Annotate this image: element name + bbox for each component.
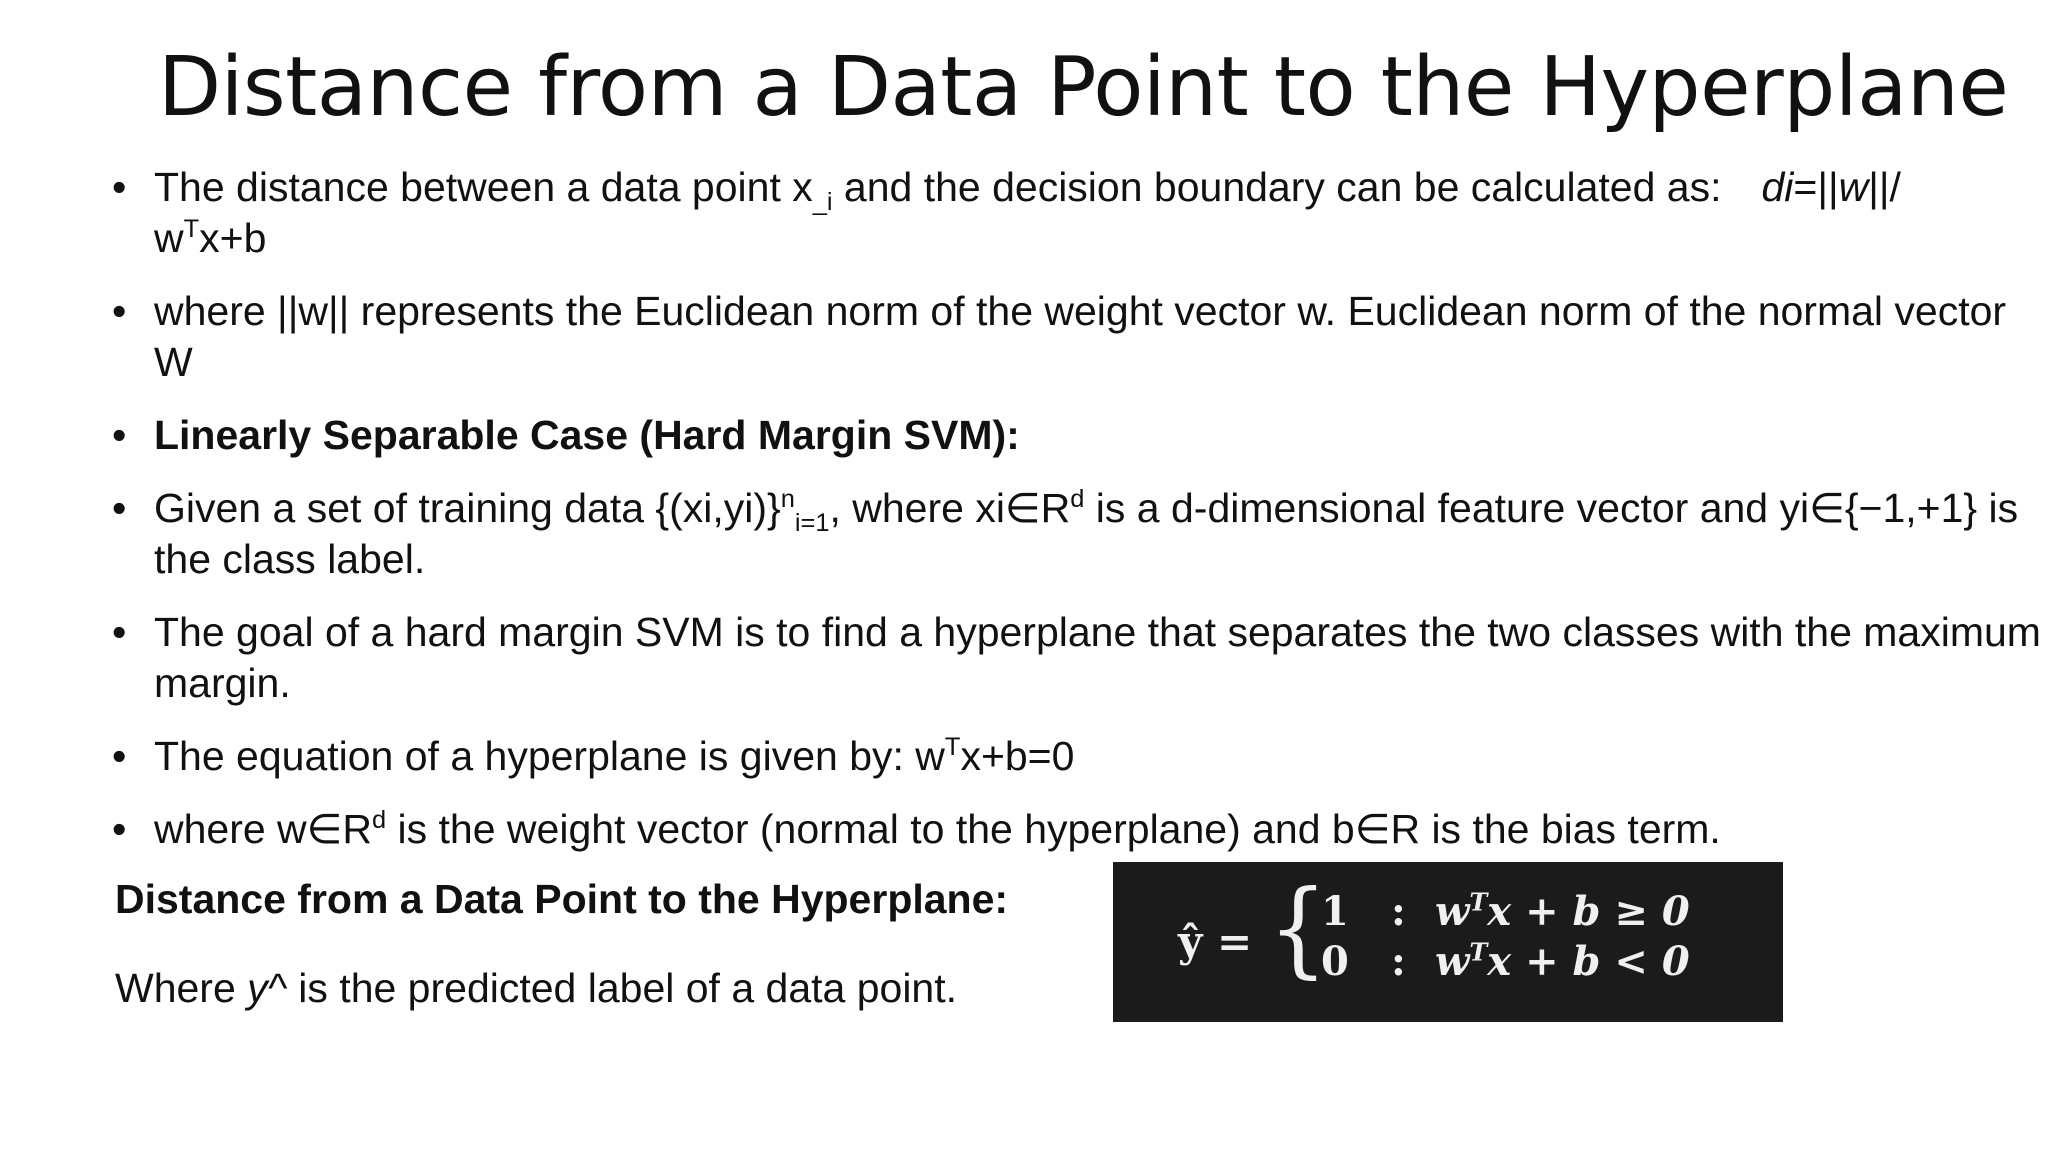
bullet-goal: • The goal of a hard margin SVM is to find a hyperplane that separates the two classes with the maximum margin.	[112, 609, 2041, 706]
bullet-dot: •	[112, 164, 127, 210]
bullet-euclidean-norm: • where ||w|| represents the Euclidean norm of the weight vector w. Euclidean norm of the normal vector W	[112, 288, 2007, 385]
bullet-dot: •	[112, 733, 127, 779]
bullet-dot: •	[112, 806, 127, 852]
bullet-list	[112, 162, 2042, 877]
formula-brace: {	[1268, 867, 1328, 989]
bullet-dot: •	[112, 288, 127, 334]
bullet-dot: •	[112, 485, 127, 531]
bullet-dot: •	[112, 412, 127, 458]
prediction-formula-image	[1113, 862, 1783, 1022]
bullet-hard-margin-heading: • Linearly Separable Case (Hard Margin SVM):	[112, 410, 2042, 461]
prediction-note: Where y^ is the predicted label of a data point.	[115, 965, 958, 1011]
bullet-distance-definition: • The distance between a data point $x_{\_i}$ and the decision boundary can be calculated as: di=||w||/ $w^Tx+b$	[112, 164, 1901, 261]
formula-case-negative: 0 : $w^Tx + b < 0$	[1321, 937, 1690, 985]
distance-formula-di: di	[1761, 164, 1794, 210]
slide-title: Distance from a Data Point to the Hyperplane	[158, 40, 2009, 135]
formula-case-positive: 1 : $w^Tx + b \ge 0$	[1321, 887, 1690, 935]
bullet-hyperplane-equation: • The equation of a hyperplane is given by: $w^Tx+b=0$	[112, 731, 2042, 782]
bullet-dot: •	[112, 609, 127, 655]
formula-lhs: ŷ =	[1178, 917, 1253, 966]
distance-subheading: Distance from a Data Point to the Hyperplane:	[115, 876, 1009, 922]
bullet-weight-vector: • where $w\in R^d$ is the weight vector (normal to the hyperplane) and b∈R is the bias term.	[112, 804, 2042, 855]
bullet-training-data: • Given a set of training data $\{(xi,yi)\}^n_{i=1}$, where $xi\in R^d$ is a d-dimensional feature vector and yi∈{−1,+1} is the class label.	[112, 484, 2019, 582]
